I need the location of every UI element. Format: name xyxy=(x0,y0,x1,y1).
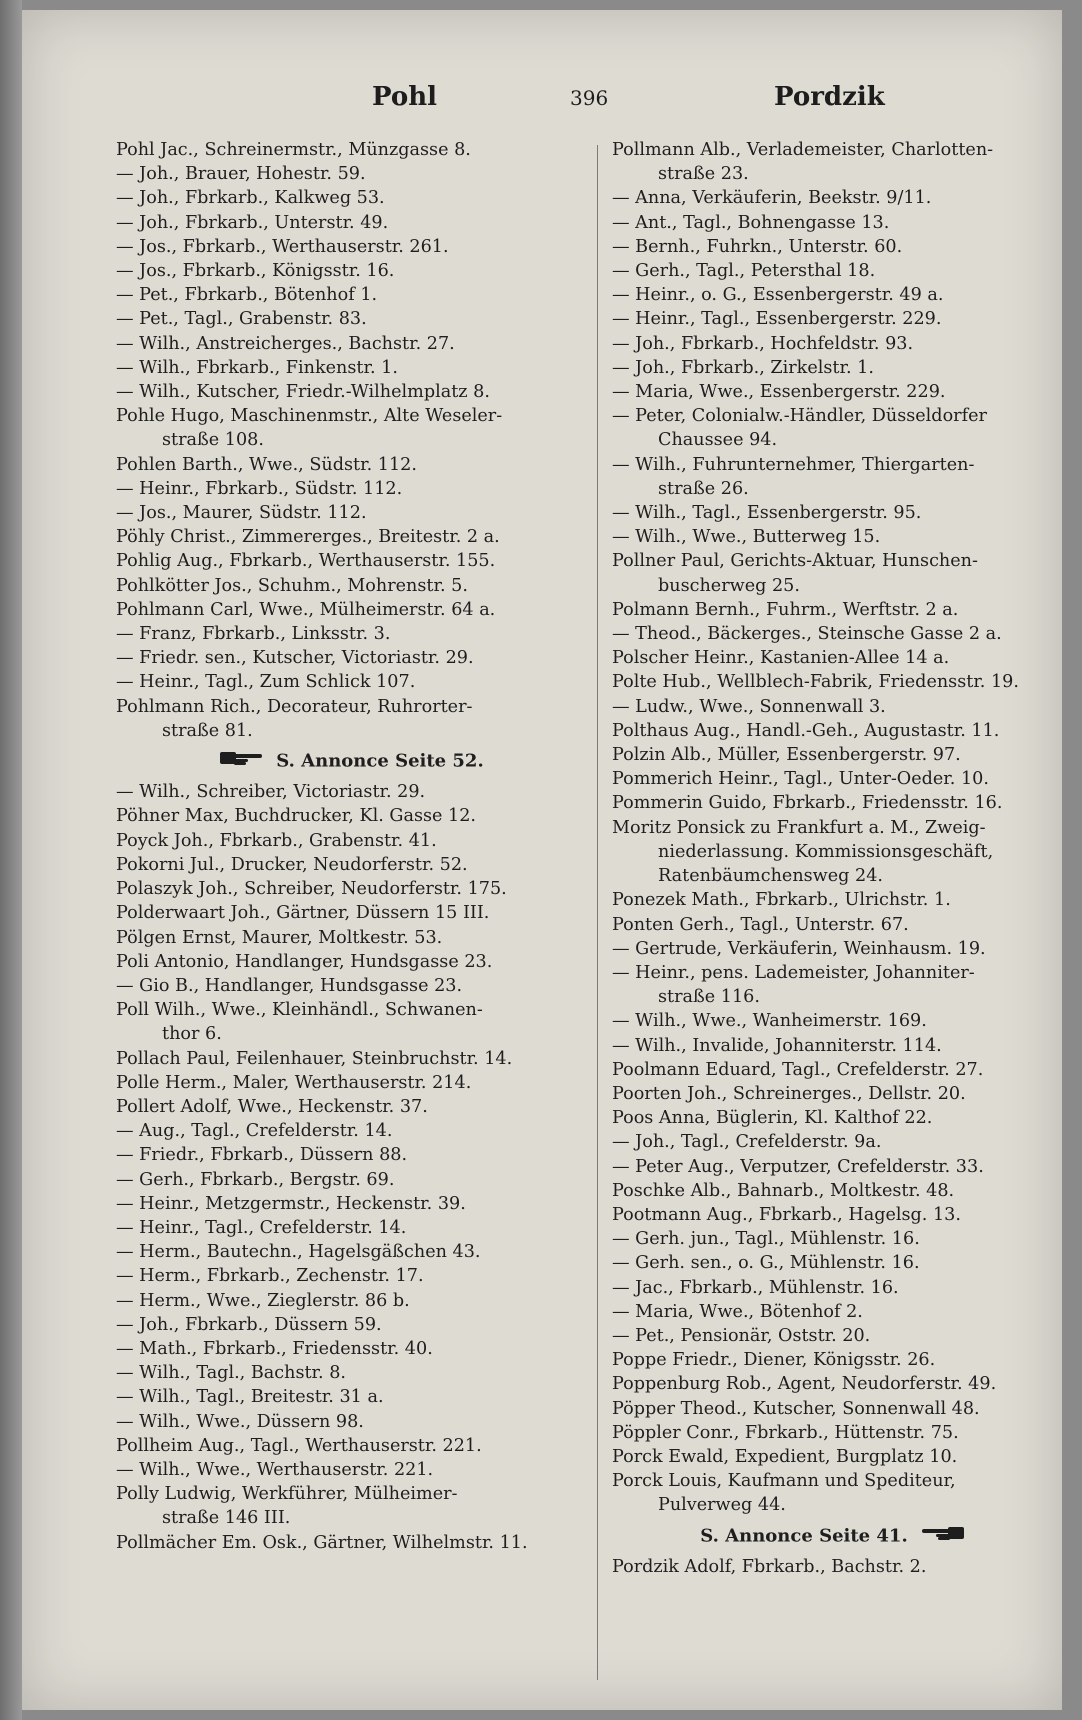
right-column xyxy=(612,138,1052,1579)
directory-entry: Pollach Paul, Feilenhauer, Steinbruchstr. 14. xyxy=(116,1048,513,1069)
directory-entry: Poll Wilh., Wwe., Kleinhändl., Schwanen- xyxy=(116,1000,483,1021)
directory-entry: — Friedr. sen., Kutscher, Victoriastr. 29. xyxy=(116,648,474,669)
directory-entry: — Gertrude, Verkäuferin, Weinhausm. 19. xyxy=(612,938,986,959)
directory-entry: — Heinr., pens. Lademeister, Johanniter- xyxy=(612,962,975,983)
directory-entry: Pommerich Heinr., Tagl., Unter-Oeder. 10. xyxy=(612,769,989,790)
directory-entry: — Pet., Pensionär, Oststr. 20. xyxy=(612,1325,871,1346)
directory-entry-continuation: straße 26. xyxy=(658,478,749,499)
directory-entry: — Maria, Wwe., Bötenhof 2. xyxy=(612,1301,863,1322)
header-left-keyword: Pohl xyxy=(372,82,437,112)
directory-entry: Poyck Joh., Fbrkarb., Grabenstr. 41. xyxy=(116,830,437,851)
directory-entry: — Wilh., Kutscher, Friedr.-Wilhelmplatz 8. xyxy=(116,382,490,403)
directory-entry-continuation: straße 23. xyxy=(658,164,749,185)
directory-entry: — Jos., Maurer, Südstr. 112. xyxy=(116,503,367,524)
directory-entry: Pöppler Conr., Fbrkarb., Hüttenstr. 75. xyxy=(612,1422,959,1443)
annonce-reference xyxy=(612,1524,1052,1549)
directory-entry: — Heinr., o. G., Essenbergerstr. 49 a. xyxy=(612,285,944,306)
directory-entry-continuation: straße 108. xyxy=(162,430,264,451)
pointing-hand-icon xyxy=(920,1524,964,1549)
directory-entry: — Joh., Fbrkarb., Unterstr. 49. xyxy=(116,212,389,233)
column-divider xyxy=(597,145,598,1680)
directory-entry: Pohle Hugo, Maschinenmstr., Alte Weseler- xyxy=(116,406,503,427)
directory-entry: Poppe Friedr., Diener, Königsstr. 26. xyxy=(612,1350,936,1371)
directory-entry: — Pet., Tagl., Grabenstr. 83. xyxy=(116,309,367,330)
directory-entry: — Herm., Bautechn., Hagelsgäßchen 43. xyxy=(116,1242,481,1263)
annonce-text: S. Annonce Seite 41. xyxy=(700,1525,908,1547)
directory-entry: — Wilh., Tagl., Bachstr. 8. xyxy=(116,1363,346,1384)
directory-entry: — Gerh., Tagl., Petersthal 18. xyxy=(612,261,876,282)
directory-entry: — Wilh., Schreiber, Victoriastr. 29. xyxy=(116,782,426,803)
directory-entry: — Joh., Fbrkarb., Kalkweg 53. xyxy=(116,188,385,209)
directory-entry: — Ant., Tagl., Bohnengasse 13. xyxy=(612,212,890,233)
directory-entry-continuation: Chaussee 94. xyxy=(658,430,778,451)
directory-entry: Porck Ewald, Expedient, Burgplatz 10. xyxy=(612,1446,958,1467)
directory-entry: Ponezek Math., Fbrkarb., Ulrichstr. 1. xyxy=(612,890,951,911)
directory-entry: — Wilh., Fuhrunternehmer, Thiergarten- xyxy=(612,454,975,475)
directory-entry: Pohl Jac., Schreinermstr., Münzgasse 8. xyxy=(116,140,471,160)
directory-entry: — Wilh., Wwe., Werthauserstr. 221. xyxy=(116,1459,434,1480)
directory-entry: — Wilh., Invalide, Johanniterstr. 114. xyxy=(612,1035,942,1056)
directory-entry: Moritz Ponsick zu Frankfurt a. M., Zweig- xyxy=(612,817,986,838)
directory-entry: — Heinr., Tagl., Essenbergerstr. 229. xyxy=(612,309,942,330)
directory-entry: — Anna, Verkäuferin, Beekstr. 9/11. xyxy=(612,188,932,209)
directory-entry: — Gio B., Handlanger, Hundsgasse 23. xyxy=(116,975,463,996)
directory-entry: Poschke Alb., Bahnarb., Moltkestr. 48. xyxy=(612,1180,955,1201)
directory-entry: — Pet., Fbrkarb., Bötenhof 1. xyxy=(116,285,378,306)
directory-entry: — Friedr., Fbrkarb., Düssern 88. xyxy=(116,1145,408,1166)
directory-entry: Polthaus Aug., Handl.-Geh., Augustastr. 11. xyxy=(612,720,1000,741)
directory-entry: Pölgen Ernst, Maurer, Moltkestr. 53. xyxy=(116,927,443,948)
directory-entry: — Bernh., Fuhrkn., Unterstr. 60. xyxy=(612,236,903,257)
directory-entry-continuation: Ratenbäumchensweg 24. xyxy=(658,866,883,887)
directory-entry: Pokorni Jul., Drucker, Neudorferstr. 52. xyxy=(116,854,468,875)
directory-entry-continuation: straße 146 III. xyxy=(162,1508,291,1529)
directory-entry: Pollmächer Em. Osk., Gärtner, Wilhelmstr. 11. xyxy=(116,1532,528,1553)
directory-entry: — Theod., Bäckerges., Steinsche Gasse 2 a. xyxy=(612,624,1002,645)
directory-entry: Polmann Bernh., Fuhrm., Werftstr. 2 a. xyxy=(612,599,959,620)
directory-entry: Polle Herm., Maler, Werthauserstr. 214. xyxy=(116,1072,472,1093)
directory-entry-continuation: straße 81. xyxy=(162,720,253,741)
directory-entry: Pordzik Adolf, Fbrkarb., Bachstr. 2. xyxy=(612,1556,927,1577)
directory-entry: — Wilh., Fbrkarb., Finkenstr. 1. xyxy=(116,357,398,378)
directory-entry: Poli Antonio, Handlanger, Hundsgasse 23. xyxy=(116,951,493,972)
directory-entry: Polderwaart Joh., Gärtner, Düssern 15 III. xyxy=(116,903,490,924)
directory-entry: — Wilh., Wwe., Düssern 98. xyxy=(116,1411,364,1432)
directory-entry: — Math., Fbrkarb., Friedensstr. 40. xyxy=(116,1338,433,1359)
directory-entry-continuation: straße 116. xyxy=(658,987,760,1008)
directory-entry: — Franz, Fbrkarb., Linksstr. 3. xyxy=(116,624,391,645)
directory-entry: — Joh., Tagl., Crefelderstr. 9a. xyxy=(612,1132,882,1153)
directory-entry-continuation: buscherweg 25. xyxy=(658,575,800,596)
directory-entry: Poppenburg Rob., Agent, Neudorferstr. 49. xyxy=(612,1374,997,1395)
directory-entry: — Gerh., Fbrkarb., Bergstr. 69. xyxy=(116,1169,395,1190)
directory-entry: Pollmann Alb., Verlademeister, Charlotten- xyxy=(612,140,994,160)
directory-entry: — Peter Aug., Verputzer, Crefelderstr. 33. xyxy=(612,1156,984,1177)
directory-entry: Pohlkötter Jos., Schuhm., Mohrenstr. 5. xyxy=(116,575,468,596)
directory-entry: Pollheim Aug., Tagl., Werthauserstr. 221. xyxy=(116,1435,482,1456)
directory-entry: Pöhly Christ., Zimmererges., Breitestr. 2 a. xyxy=(116,527,500,548)
directory-entry: — Joh., Fbrkarb., Zirkelstr. 1. xyxy=(612,357,874,378)
header-right-keyword: Pordzik xyxy=(774,82,885,112)
directory-entry-continuation: niederlassung. Kommissionsgeschäft, xyxy=(658,841,994,862)
directory-entry: Poorten Joh., Schreinerges., Dellstr. 20. xyxy=(612,1083,966,1104)
pointing-hand-icon xyxy=(220,749,264,774)
directory-entry: — Wilh., Anstreicherges., Bachstr. 27. xyxy=(116,333,455,354)
page-number: 396 xyxy=(570,86,609,110)
directory-entry: Polly Ludwig, Werkführer, Mülheimer- xyxy=(116,1484,458,1505)
directory-entry: — Jos., Fbrkarb., Königsstr. 16. xyxy=(116,261,395,282)
directory-entry: Pohlmann Rich., Decorateur, Ruhrorter- xyxy=(116,696,473,717)
directory-entry: — Heinr., Metzgermstr., Heckenstr. 39. xyxy=(116,1193,466,1214)
directory-entry: — Herm., Fbrkarb., Zechenstr. 17. xyxy=(116,1266,424,1287)
directory-entry: — Heinr., Tagl., Crefelderstr. 14. xyxy=(116,1217,407,1238)
directory-entry: Pootmann Aug., Fbrkarb., Hagelsg. 13. xyxy=(612,1204,961,1225)
directory-entry: — Aug., Tagl., Crefelderstr. 14. xyxy=(116,1121,393,1142)
pointing-hand-icon xyxy=(920,1524,964,1542)
directory-entry: Polte Hub., Wellblech-Fabrik, Friedensstr. 19. xyxy=(612,672,1019,693)
directory-entry-continuation: thor 6. xyxy=(162,1024,222,1045)
directory-entry: — Gerh. sen., o. G., Mühlenstr. 16. xyxy=(612,1253,920,1274)
directory-entry: Poolmann Eduard, Tagl., Crefelderstr. 27. xyxy=(612,1059,984,1080)
directory-entry: — Joh., Brauer, Hohestr. 59. xyxy=(116,164,366,185)
page-shadow-edge xyxy=(0,0,22,1720)
directory-entry: Polscher Heinr., Kastanien-Allee 14 a. xyxy=(612,648,950,669)
page-header xyxy=(22,82,1062,122)
directory-entry: — Jos., Fbrkarb., Werthauserstr. 261. xyxy=(116,236,449,257)
directory-entry: — Joh., Fbrkarb., Düssern 59. xyxy=(116,1314,382,1335)
directory-entry: — Wilh., Tagl., Essenbergerstr. 95. xyxy=(612,503,922,524)
directory-entry: — Herm., Wwe., Zieglerstr. 86 b. xyxy=(116,1290,410,1311)
directory-entry: Pommerin Guido, Fbrkarb., Friedensstr. 16. xyxy=(612,793,1003,814)
directory-entry: Pollner Paul, Gerichts-Aktuar, Hunschen- xyxy=(612,551,978,572)
directory-entry: — Peter, Colonialw.-Händler, Düsseldorfer xyxy=(612,406,987,427)
directory-entry: Pöpper Theod., Kutscher, Sonnenwall 48. xyxy=(612,1398,980,1419)
directory-entry: Pöhner Max, Buchdrucker, Kl. Gasse 12. xyxy=(116,806,476,827)
directory-entry: — Gerh. jun., Tagl., Mühlenstr. 16. xyxy=(612,1229,920,1250)
directory-entry: — Jac., Fbrkarb., Mühlenstr. 16. xyxy=(612,1277,899,1298)
directory-entry: Pohlmann Carl, Wwe., Mülheimerstr. 64 a. xyxy=(116,599,496,620)
annonce-text: S. Annonce Seite 52. xyxy=(276,750,484,772)
directory-entry: Ponten Gerh., Tagl., Unterstr. 67. xyxy=(612,914,909,935)
directory-entry: — Maria, Wwe., Essenbergerstr. 229. xyxy=(612,382,946,403)
directory-entry: Pohlig Aug., Fbrkarb., Werthauserstr. 155. xyxy=(116,551,496,572)
directory-page xyxy=(22,10,1062,1710)
directory-entry: Poos Anna, Büglerin, Kl. Kalthof 22. xyxy=(612,1108,933,1129)
pointing-hand-icon xyxy=(220,749,264,767)
left-column xyxy=(116,138,588,1555)
annonce-reference xyxy=(116,749,588,774)
directory-entry: — Joh., Fbrkarb., Hochfeldstr. 93. xyxy=(612,333,914,354)
directory-entry-continuation: Pulverweg 44. xyxy=(658,1495,786,1516)
directory-entry: Polzin Alb., Müller, Essenbergerstr. 97. xyxy=(612,745,961,766)
directory-entry: — Wilh., Wwe., Wanheimerstr. 169. xyxy=(612,1011,927,1032)
directory-entry: Polaszyk Joh., Schreiber, Neudorferstr. 175. xyxy=(116,879,507,900)
directory-entry: — Heinr., Tagl., Zum Schlick 107. xyxy=(116,672,416,693)
directory-entry: Porck Louis, Kaufmann und Spediteur, xyxy=(612,1471,956,1492)
directory-entry: — Wilh., Wwe., Butterweg 15. xyxy=(612,527,881,548)
directory-entry: — Heinr., Fbrkarb., Südstr. 112. xyxy=(116,478,403,499)
directory-entry: — Ludw., Wwe., Sonnenwall 3. xyxy=(612,696,886,717)
directory-entry: — Wilh., Tagl., Breitestr. 31 a. xyxy=(116,1387,384,1408)
directory-entry: Pollert Adolf, Wwe., Heckenstr. 37. xyxy=(116,1096,428,1117)
directory-entry: Pohlen Barth., Wwe., Südstr. 112. xyxy=(116,454,417,475)
